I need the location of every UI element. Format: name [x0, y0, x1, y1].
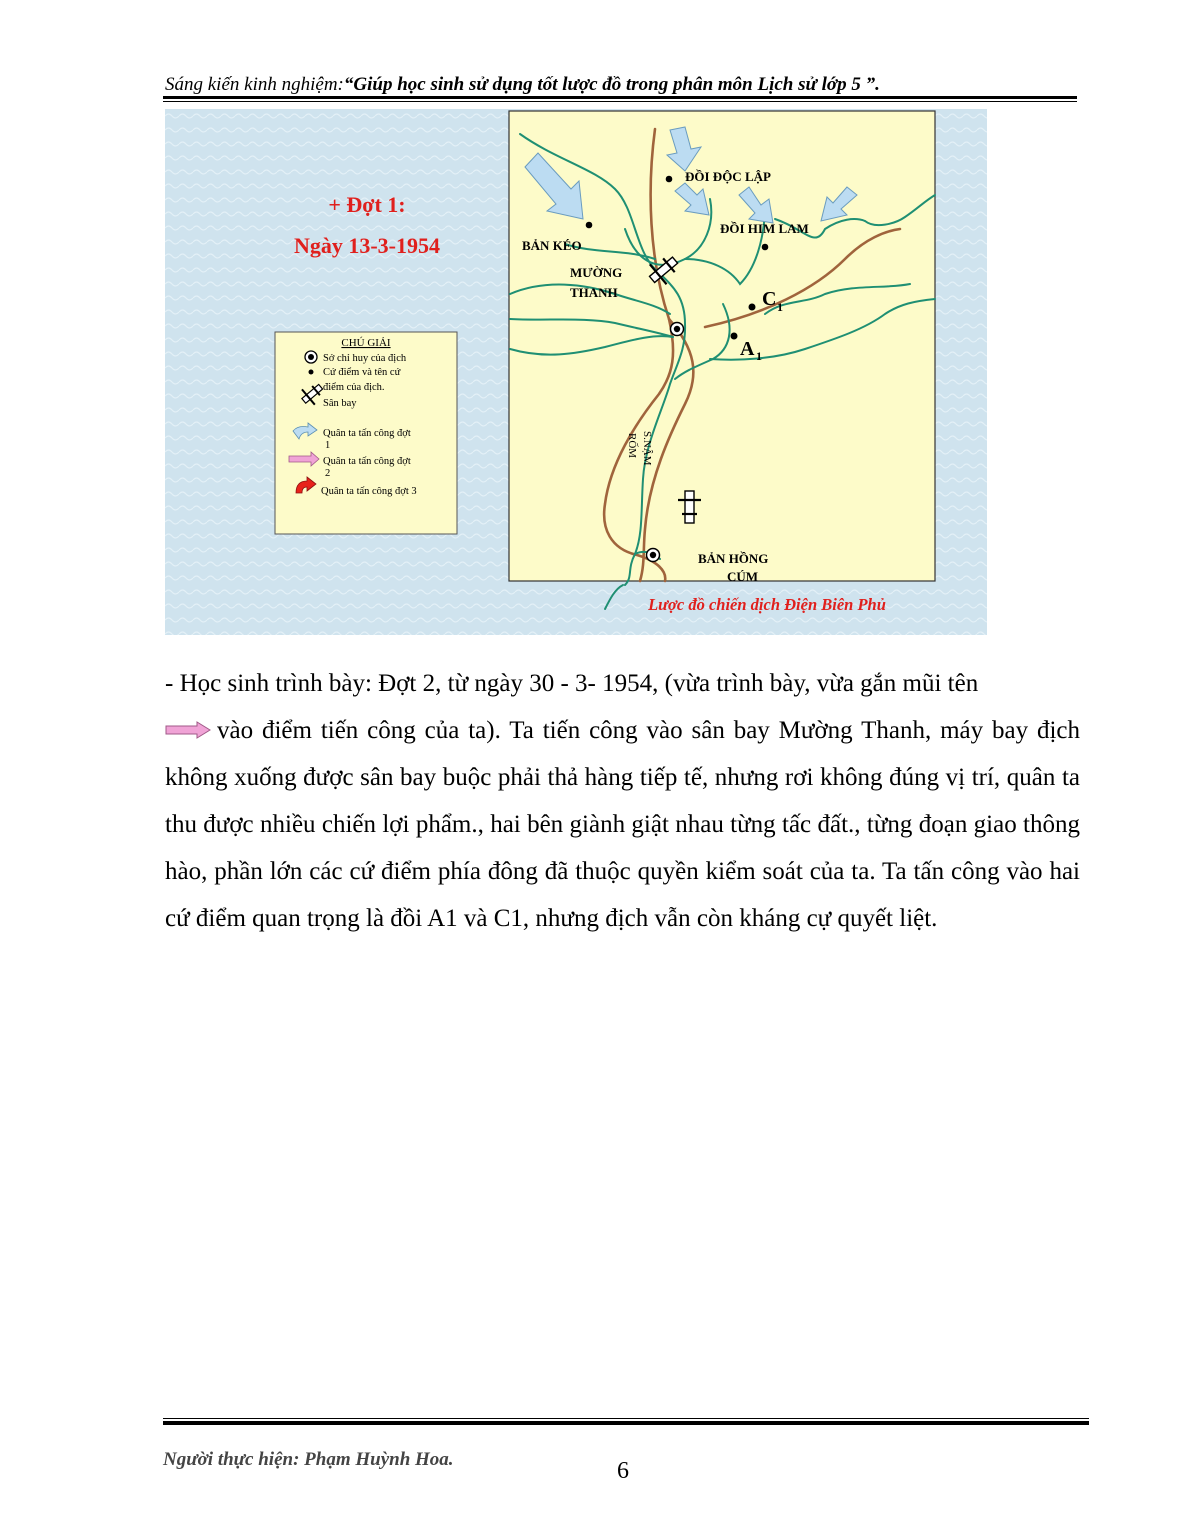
legend-post-label-2: điểm của địch. — [323, 382, 385, 393]
dien-bien-phu-map — [165, 109, 987, 635]
legend-airfield-label: Sân bay — [323, 398, 357, 409]
legend-post-icon — [309, 370, 314, 375]
place-ban-hong-cum-1: BẢN HỒNG — [698, 551, 769, 566]
legend-wave2-label-2: 2 — [325, 468, 331, 479]
page-number: 6 — [617, 1458, 629, 1484]
place-c1-letter: C — [762, 288, 777, 310]
place-doi-him-lam: ĐỒI HIM LAM — [720, 221, 809, 236]
map-caption: Lược đồ chiến dịch Điện Biên Phủ — [648, 595, 886, 614]
legend-box — [275, 332, 457, 534]
place-ban-keo: BẢN KÉO — [522, 238, 582, 253]
footer-rule — [163, 1421, 1089, 1425]
header-rule-thin — [163, 101, 1077, 102]
place-doi-doc-lap: ĐỒI ĐỘC LẬP — [685, 169, 771, 184]
river-label-2: RỐM — [626, 433, 638, 459]
footer-author: Người thực hiện: Phạm Huỳnh Hoa. — [163, 1449, 454, 1470]
header-prefix: Sáng kiến kinh nghiệm: — [165, 74, 344, 95]
river-label-1: S.NẬM — [641, 431, 653, 466]
legend-hq-label: Sở chỉ huy của địch — [323, 353, 407, 364]
phase-date: Ngày 13-3-1954 — [293, 233, 441, 258]
body-line-1: - Học sinh trình bày: Đợt 2, từ ngày 30 - 3- 1954, (vừa trình bày, vừa gắn mũi tên — [165, 670, 979, 697]
legend-wave1-label-2: 1 — [325, 440, 331, 451]
post-dot-doi-him-lam — [762, 244, 769, 251]
place-ban-hong-cum-2: CÚM — [727, 569, 759, 584]
phase-title: + Đợt 1: — [328, 192, 406, 217]
header-rule — [163, 96, 1077, 99]
post-dot-a1 — [731, 333, 738, 340]
place-c1-sub: 1 — [777, 300, 783, 314]
legend-wave2-label-1: Quân ta tấn công đợt — [323, 456, 411, 467]
legend-post-label-1: Cứ điểm và tên cứ — [323, 367, 401, 378]
place-muong-thanh-1: MƯỜNG — [570, 265, 623, 280]
pink-arrow-icon — [165, 721, 211, 739]
place-muong-thanh-2: THANH — [570, 285, 618, 300]
legend-wave3-label: Quân ta tấn công đợt 3 — [321, 486, 417, 497]
legend-wave1-label-1: Quân ta tấn công đợt — [323, 428, 411, 439]
post-dot-c1 — [749, 304, 756, 311]
place-a1-sub: 1 — [756, 349, 762, 363]
place-a1-letter: A — [740, 338, 755, 360]
header-title: “Giúp học sinh sử dụng tốt lược đồ trong phân môn Lịch sử lớp 5 ”. — [343, 74, 880, 95]
body-text-rest: vào điểm tiến công của ta). Ta tiến công vào sân bay Mường Thanh, máy bay địch không xuống được sân bay buộc phải thả hàng tiếp tế, nhưng rơi không đúng vị trí, quân ta thu được nhiều chiến lợi phẩm., hai bên giành giật nhau từng tấc đất., từng đoạn giao thông hào, phần lớn các cứ điểm phía đông đã thuộc quyền kiểm soát của ta. Ta tấn công vào hai cứ điểm quan trọng là đồi A1 và C1, nhưng địch vẫn còn kháng cự quyết liệt. — [165, 717, 1080, 932]
post-dot-ban-keo — [586, 222, 593, 229]
footer-rule-thin-top — [163, 1418, 1089, 1419]
map-panel — [509, 111, 935, 609]
post-dot-doi-doc-lap — [666, 176, 673, 183]
body-paragraph — [165, 660, 1080, 942]
legend-title: CHÚ GIẢI — [341, 337, 391, 349]
page-header — [165, 74, 1085, 96]
map-figure — [165, 109, 987, 635]
